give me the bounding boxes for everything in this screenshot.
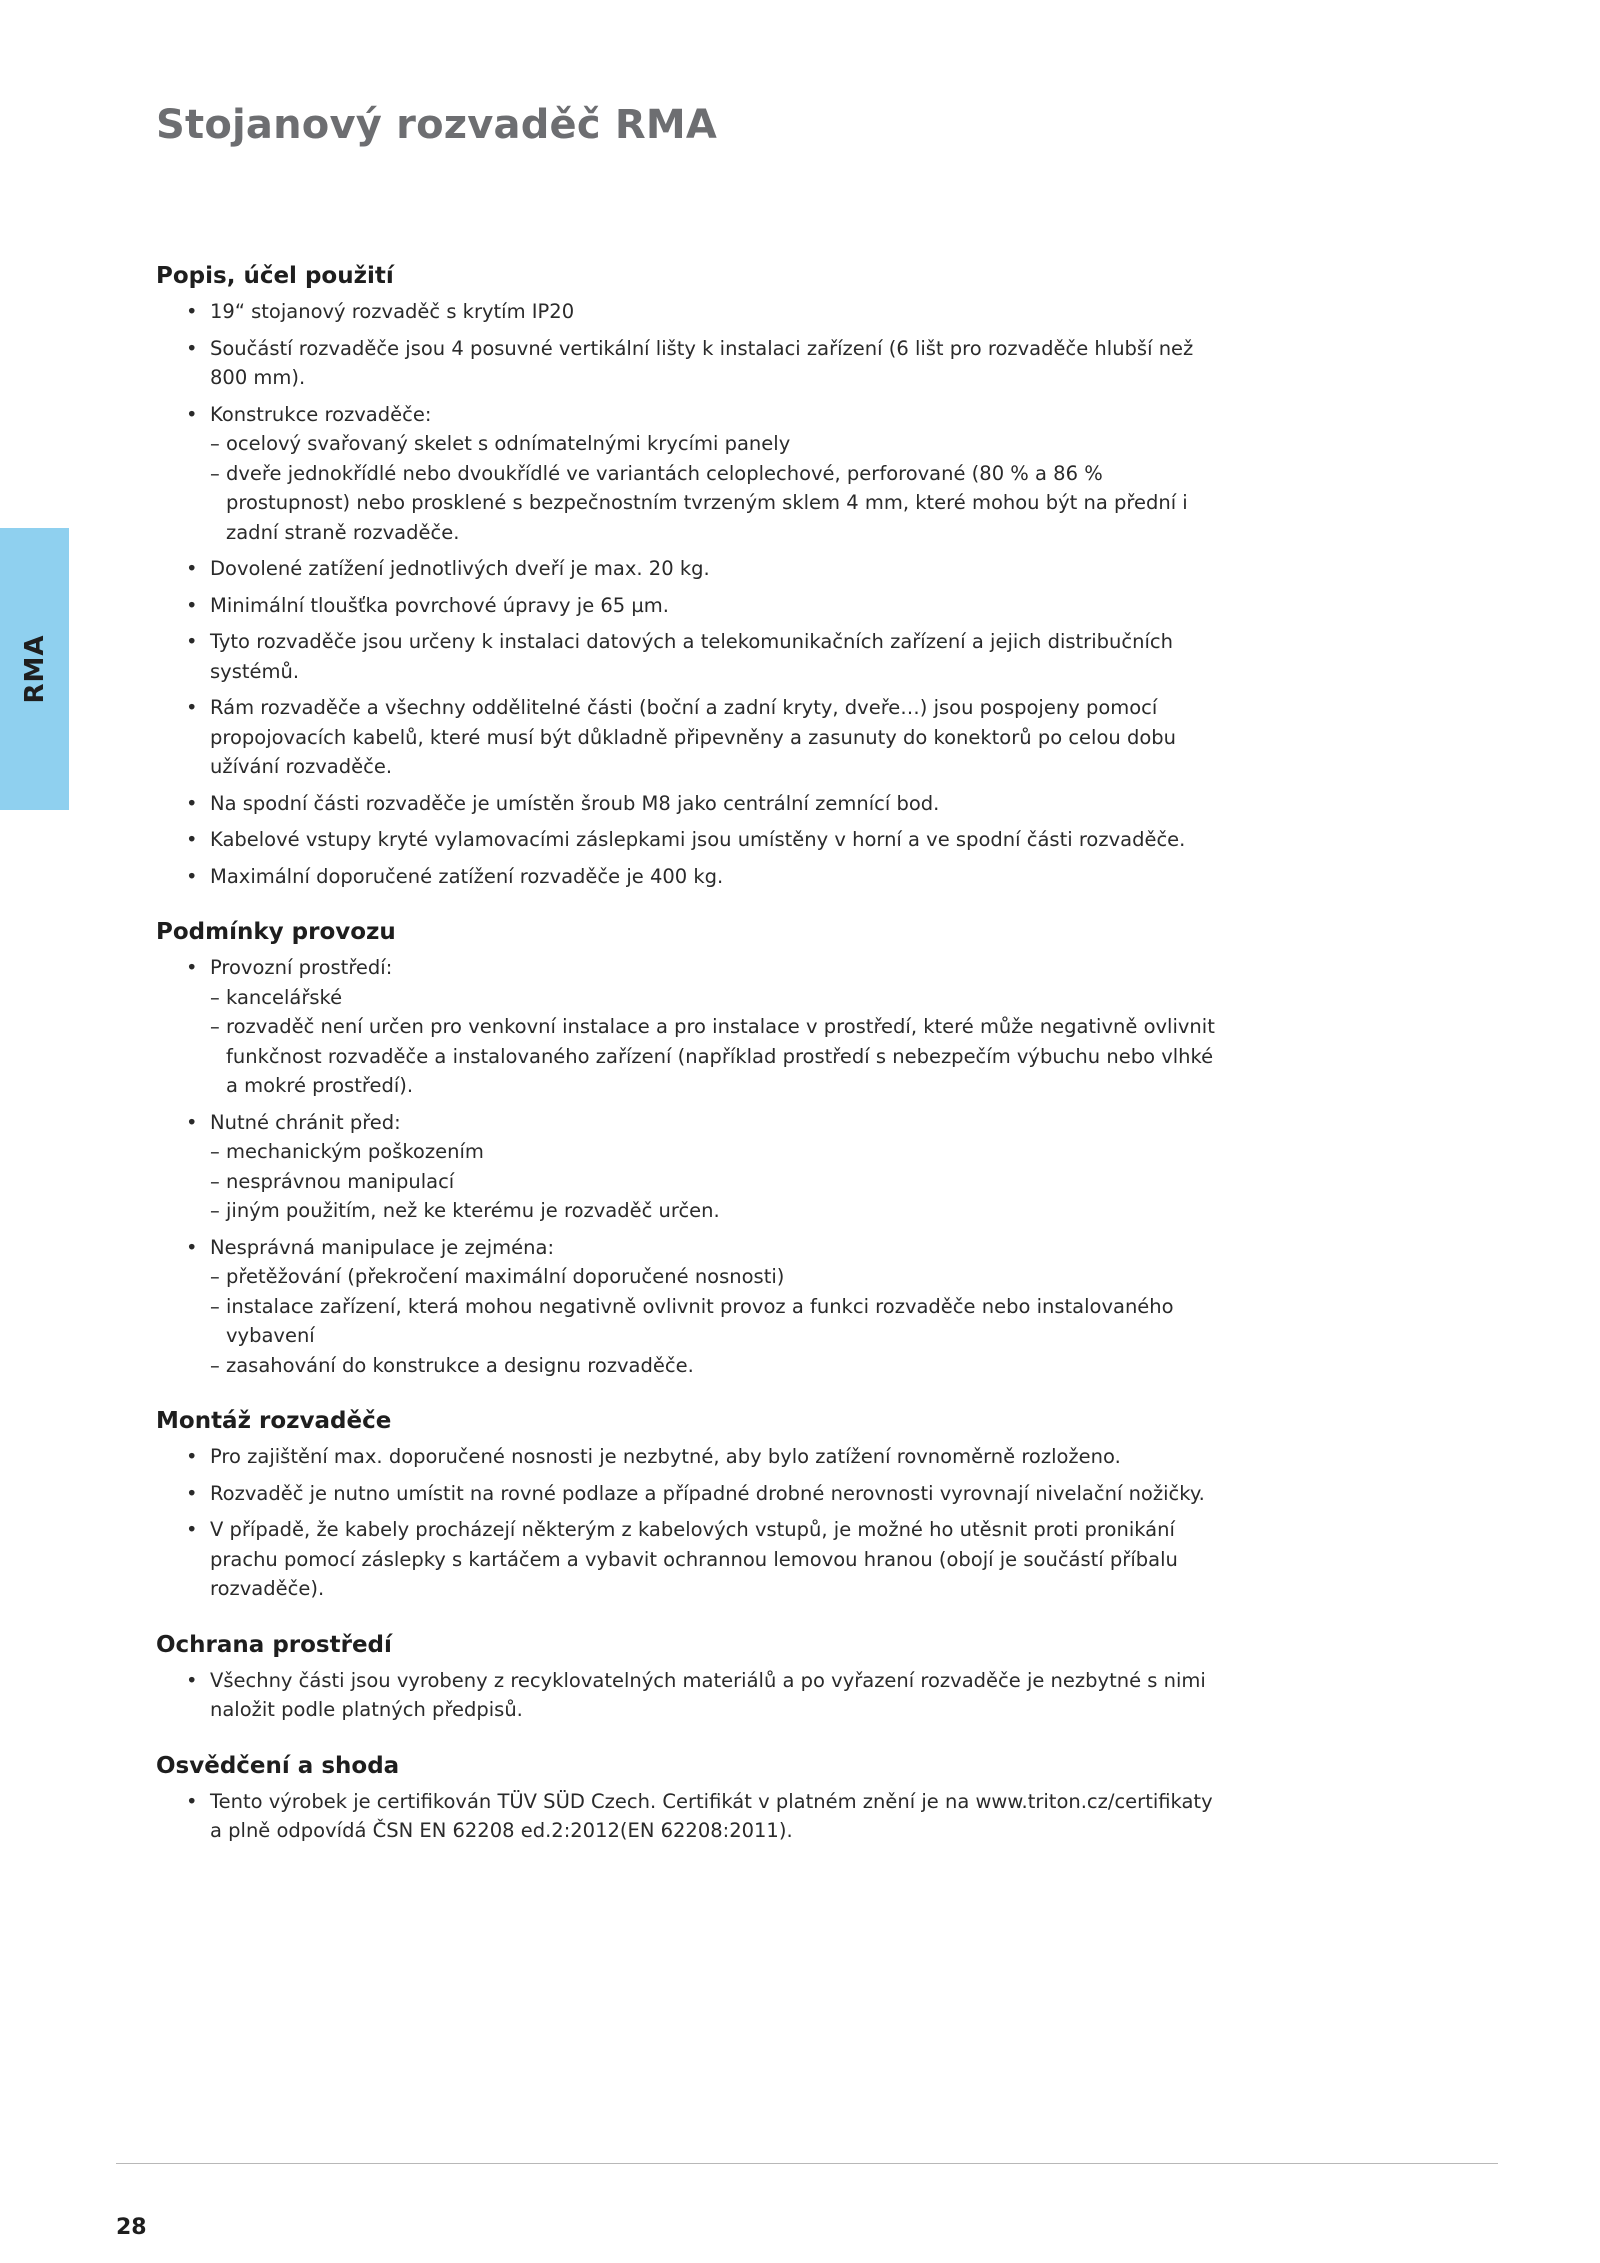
list-item bbox=[156, 1787, 1226, 1846]
bullet: • bbox=[186, 864, 198, 888]
list-item bbox=[156, 591, 1226, 621]
list-item bbox=[156, 627, 1226, 686]
list-item-text: Kabelové vstupy kryté vylamovacími záslepkami jsou umístěny v horní a ve spodní části rozvaděče. bbox=[210, 828, 1186, 851]
sub-item bbox=[210, 1012, 1226, 1101]
list-item bbox=[156, 297, 1226, 327]
list-item bbox=[156, 825, 1226, 855]
sub-item bbox=[210, 1196, 1226, 1226]
section bbox=[156, 1406, 1226, 1604]
list-item-text: Minimální tloušťka povrchové úpravy je 65 µm. bbox=[210, 593, 670, 617]
list-item-text: Provozní prostředí: bbox=[210, 956, 393, 979]
list-item bbox=[156, 862, 1226, 892]
sub-item bbox=[210, 1351, 1226, 1381]
sub-item bbox=[210, 1137, 1226, 1167]
dash: – bbox=[210, 1169, 220, 1193]
list-item-text: 19“ stojanový rozvaděč s krytím IP20 bbox=[210, 300, 575, 323]
list-item bbox=[156, 1666, 1226, 1725]
dash: – bbox=[210, 1353, 220, 1377]
list-item-text: V případě, že kabely procházejí některým z kabelových vstupů, je možné ho utěsnit proti pronikání prachu pomocí záslepky s kartáčem a vybavit ochrannou lemovou hranou (obojí je součástí příbalu rozvaděče). bbox=[210, 1518, 1178, 1600]
bullet: • bbox=[186, 593, 198, 617]
list-item-text: Tento výrobek je certifikován TÜV SÜD Czech. Certifikát v platném znění je na www.triton.cz/certifikaty a plně odpovídá ČSN EN 62208 ed.2:2012(EN 62208:2011). bbox=[210, 1789, 1213, 1842]
section bbox=[156, 261, 1226, 891]
section bbox=[156, 1751, 1226, 1846]
sub-item-text: rozvaděč není určen pro venkovní instalace a pro instalace v prostředí, které může negativně ovlivnit funkčnost rozvaděče a instalovaného zařízení (například prostředí s nebezpečím výbuchu nebo vlhké a mokré prostředí). bbox=[226, 1015, 1215, 1097]
list-item-text: Nesprávná manipulace je zejména: bbox=[210, 1235, 555, 1259]
dash: – bbox=[210, 1199, 220, 1222]
sub-item bbox=[210, 459, 1226, 548]
list-item bbox=[156, 789, 1226, 819]
section bbox=[156, 1630, 1226, 1725]
list-item-text: Nutné chránit před: bbox=[210, 1110, 401, 1134]
sub-item-text: dveře jednokřídlé nebo dvoukřídlé ve variantách celoplechové, perforované (80 % a 86 % prostupnost) nebo prosklené s bezpečnostním tvrzeným sklem 4 mm, které mohou být na přední i zadní straně rozvaděče. bbox=[226, 461, 1188, 544]
bullet: • bbox=[186, 402, 198, 426]
sub-item-text: mechanickým poškozením bbox=[226, 1140, 484, 1163]
side-tab bbox=[0, 528, 69, 810]
list-item-text: Tyto rozvaděče jsou určeny k instalaci datových a telekomunikačních zařízení a jejich distribučních systémů. bbox=[210, 630, 1173, 683]
bullet: • bbox=[186, 956, 198, 979]
page-number: 28 bbox=[116, 2215, 147, 2240]
section-heading: Osvědčení a shoda bbox=[156, 1752, 400, 1779]
sub-item-text: ocelový svařovaný skelet s odnímatelnými krycími panely bbox=[226, 432, 791, 455]
list-item-text: Rozvaděč je nutno umístit na rovné podlaze a případné drobné nerovnosti vyrovnají nivelační nožičky. bbox=[210, 1481, 1205, 1505]
content bbox=[156, 261, 1226, 1872]
bullet: • bbox=[186, 1110, 198, 1134]
dash: – bbox=[210, 461, 220, 485]
section-heading: Popis, účel použití bbox=[156, 263, 394, 289]
section-heading: Ochrana prostředí bbox=[156, 1631, 392, 1658]
footer-rule bbox=[116, 2163, 1498, 2164]
list-item-text: Konstrukce rozvaděče: bbox=[210, 402, 432, 426]
list-item bbox=[156, 693, 1226, 782]
page-title: Stojanový rozvaděč RMA bbox=[156, 102, 718, 148]
bullet: • bbox=[186, 336, 198, 360]
dash: – bbox=[210, 1140, 220, 1163]
list-item-text: Pro zajištění max. doporučené nosnosti je nezbytné, aby bylo zatížení rovnoměrně rozloženo. bbox=[210, 1445, 1121, 1468]
bullet: • bbox=[186, 791, 198, 815]
bullet: • bbox=[186, 1668, 198, 1692]
dash: – bbox=[210, 432, 220, 455]
section-heading: Montáž rozvaděče bbox=[156, 1408, 392, 1434]
sub-item bbox=[210, 1292, 1226, 1351]
bullet: • bbox=[186, 1789, 198, 1813]
bullet: • bbox=[186, 1481, 198, 1505]
sub-item-text: přetěžování (překročení maximální doporučené nosnosti) bbox=[226, 1265, 785, 1288]
bullet: • bbox=[186, 696, 198, 719]
dash: – bbox=[210, 985, 220, 1009]
list-item-text: Dovolené zatížení jednotlivých dveří je max. 20 kg. bbox=[210, 557, 710, 580]
sub-item-text: kancelářské bbox=[226, 985, 343, 1009]
sub-item-text: instalace zařízení, která mohou negativně ovlivnit provoz a funkci rozvaděče nebo instalovaného vybavení bbox=[226, 1294, 1174, 1347]
sub-item-text: zasahování do konstrukce a designu rozvaděče. bbox=[226, 1353, 694, 1377]
sub-item-text: jiným použitím, než ke kterému je rozvaděč určen. bbox=[226, 1199, 720, 1222]
list-item bbox=[156, 1479, 1226, 1509]
bullet: • bbox=[186, 630, 198, 653]
bullet: • bbox=[186, 1235, 198, 1259]
dash: – bbox=[210, 1015, 220, 1038]
bullet: • bbox=[186, 1445, 198, 1468]
section-heading: Podmínky provozu bbox=[156, 919, 396, 945]
list-item bbox=[156, 554, 1226, 584]
bullet: • bbox=[186, 300, 198, 323]
bullet: • bbox=[186, 828, 198, 851]
sub-item bbox=[210, 1262, 1226, 1292]
list-item bbox=[156, 400, 1226, 548]
bullet: • bbox=[186, 1518, 198, 1541]
list-item-text: Na spodní části rozvaděče je umístěn šroub M8 jako centrální zemnící bod. bbox=[210, 791, 940, 815]
list-item bbox=[156, 1442, 1226, 1472]
list-item-text: Všechny části jsou vyrobeny z recyklovatelných materiálů a po vyřazení rozvaděče je nezbytné s nimi naložit podle platných předpisů. bbox=[210, 1668, 1206, 1721]
side-tab-label: RMA bbox=[19, 634, 50, 704]
list-item-text: Maximální doporučené zatížení rozvaděče je 400 kg. bbox=[210, 864, 724, 888]
list-item-text: Rám rozvaděče a všechny oddělitelné části (boční a zadní kryty, dveře…) jsou pospojeny pomocí propojovacích kabelů, které musí být důkladně připevněny a zasunuty do konektorů po celou dobu užívání rozvaděče. bbox=[210, 696, 1176, 778]
list-item bbox=[156, 1233, 1226, 1381]
list-item bbox=[156, 334, 1226, 393]
list-item bbox=[156, 1515, 1226, 1604]
section bbox=[156, 917, 1226, 1380]
dash: – bbox=[210, 1265, 220, 1288]
list-item-text: Součástí rozvaděče jsou 4 posuvné vertikální lišty k instalaci zařízení (6 lišt pro rozvaděče hlubší než 800 mm). bbox=[210, 336, 1194, 389]
sub-item bbox=[210, 429, 1226, 459]
sub-item bbox=[210, 983, 1226, 1013]
sub-item-text: nesprávnou manipulací bbox=[226, 1169, 455, 1193]
sub-item bbox=[210, 1167, 1226, 1197]
dash: – bbox=[210, 1294, 220, 1318]
list-item bbox=[156, 953, 1226, 1101]
list-item bbox=[156, 1108, 1226, 1226]
bullet: • bbox=[186, 557, 198, 580]
